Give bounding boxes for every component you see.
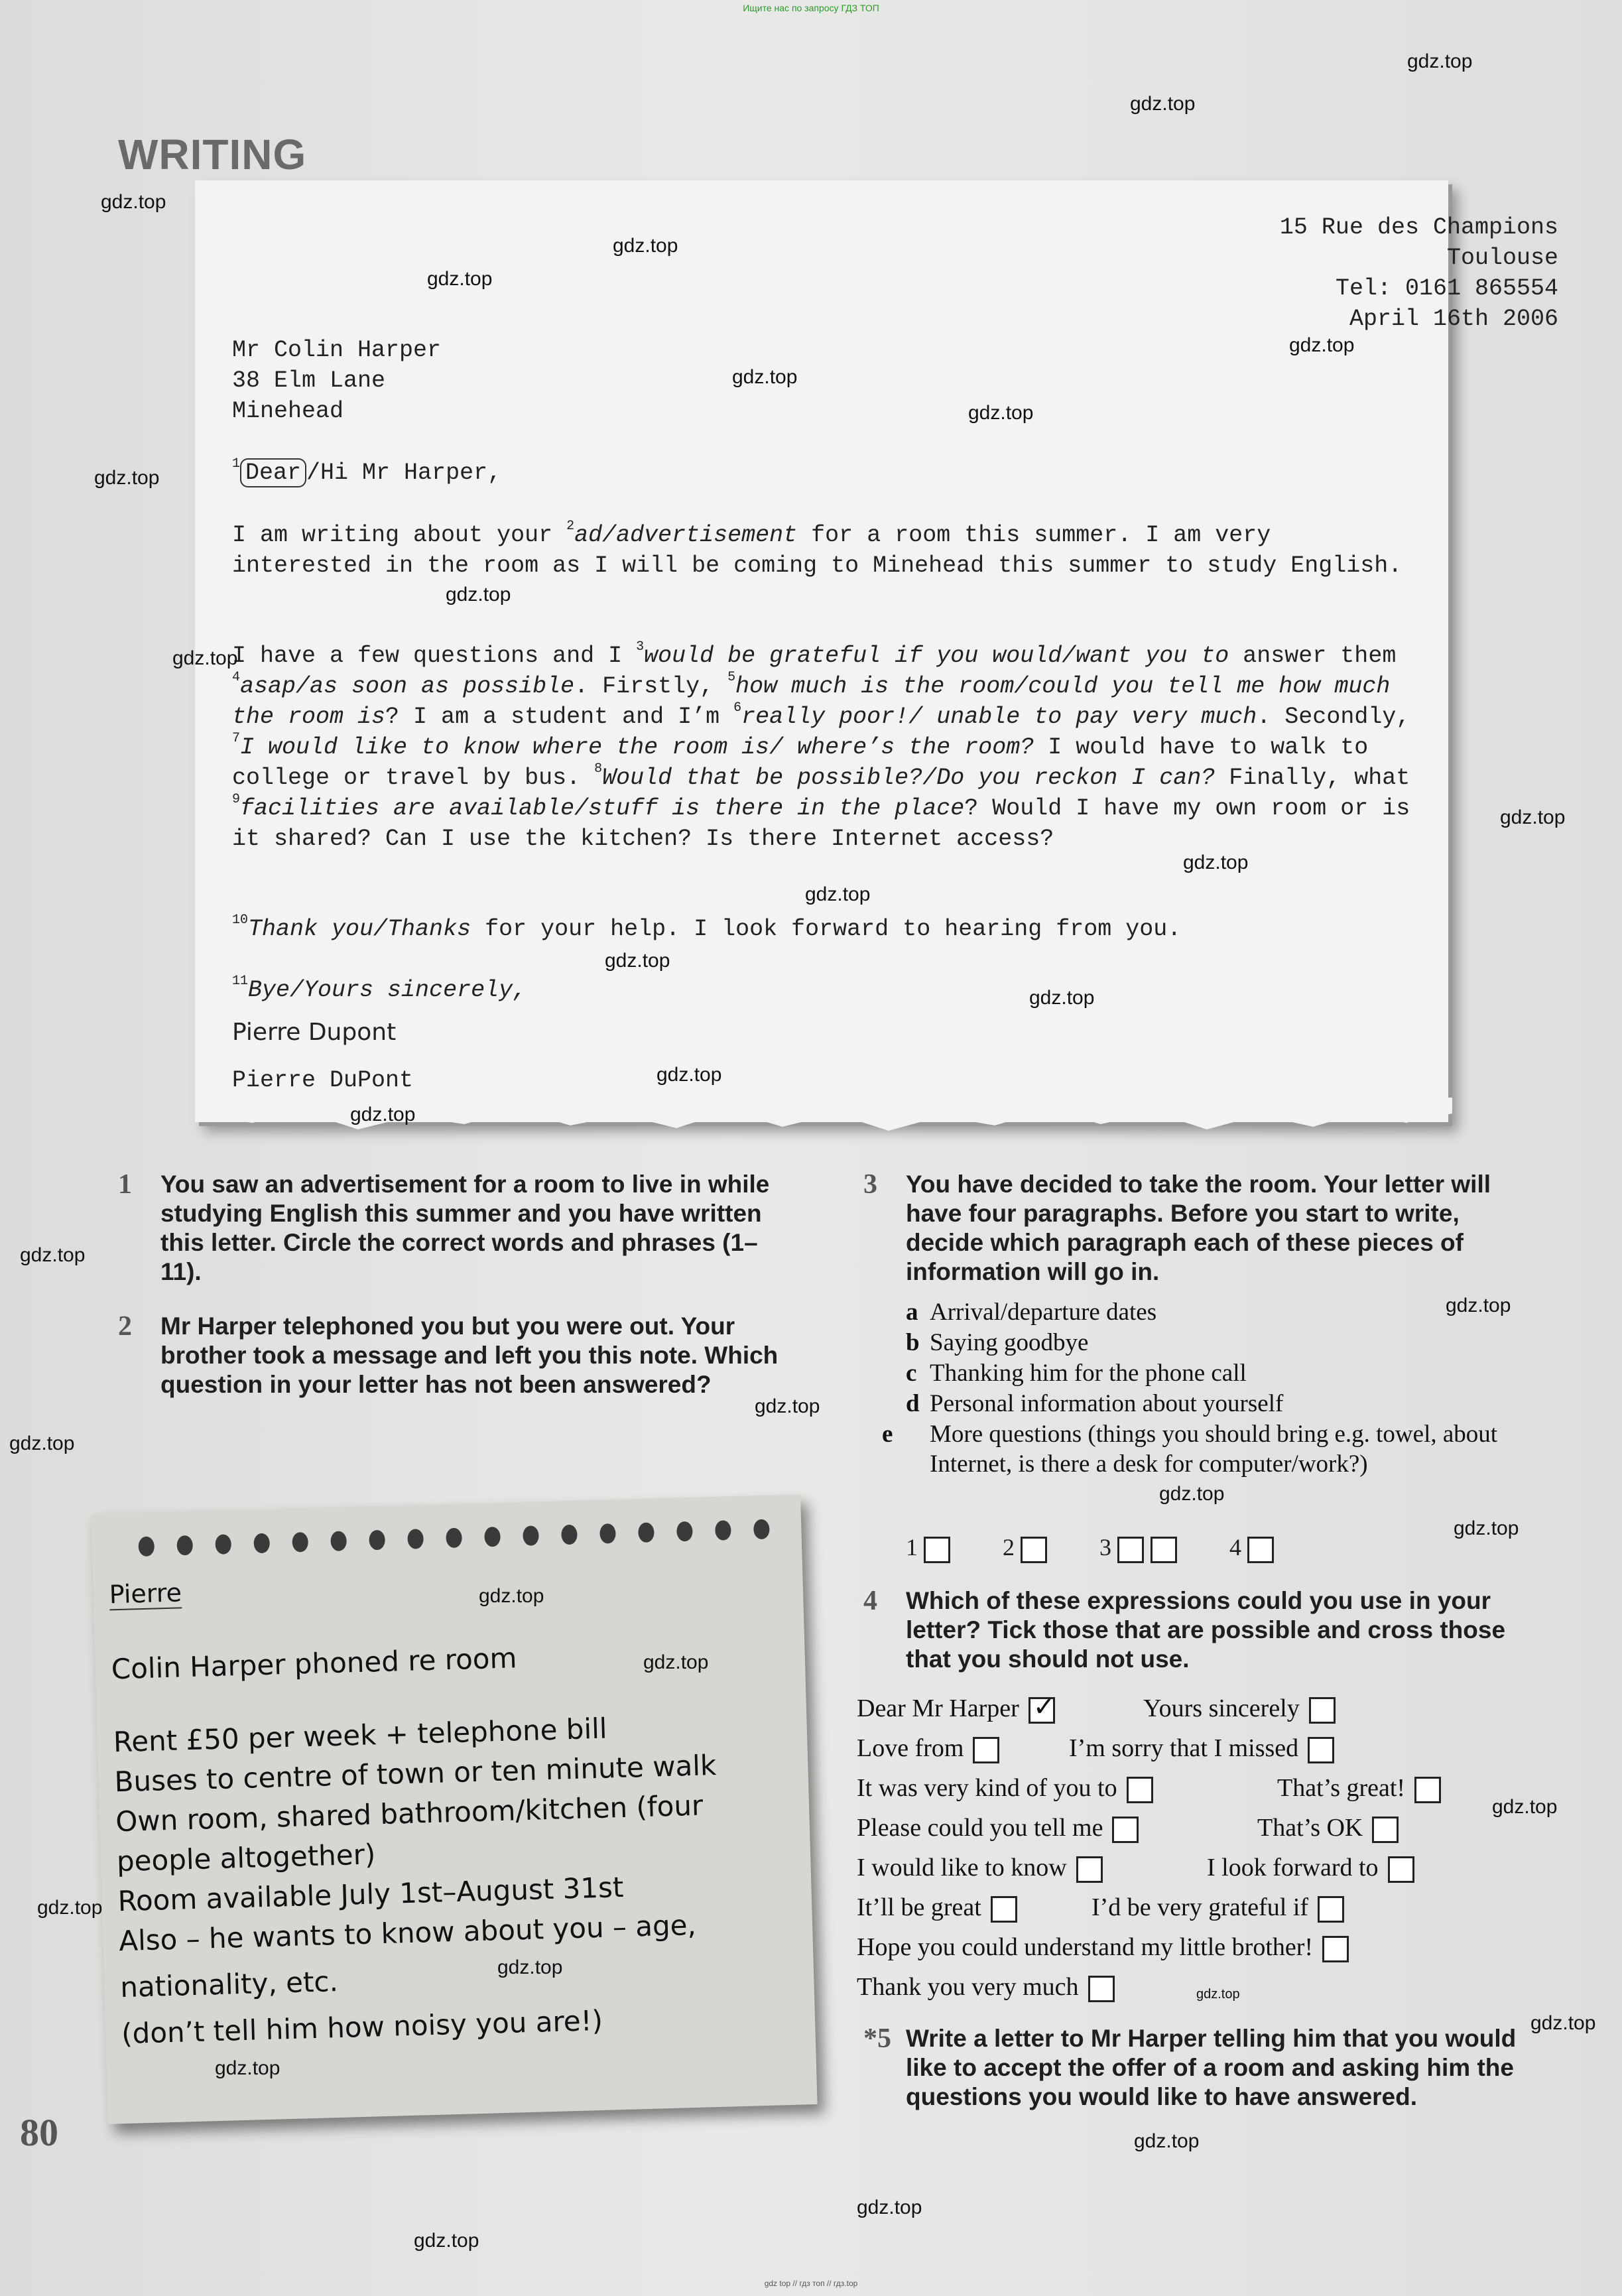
watermark: gdz.top [94,467,160,489]
expression-item [857,1934,1349,1962]
paragraph-number: 4 [1229,1534,1241,1561]
closing [232,975,1419,1005]
answer-box[interactable] [924,1537,950,1563]
watermark: gdz.top [1530,2012,1596,2034]
top-banner: Ищите нас по запросу ГДЗ ТОП [743,3,879,13]
option-text: Personal information about yourself [930,1390,1284,1417]
tick-box[interactable] [1309,1697,1336,1724]
watermark: gdz.top [414,2230,479,2252]
expression-item [857,1974,1115,2002]
watermark: gdz.top [613,235,678,257]
expression-text: It was very kind of you to [857,1774,1117,1802]
note-recipient: Pierre [109,1578,182,1610]
note-line: Room available July 1st–August 31st [117,1870,625,1918]
watermark: gdz.top [1500,806,1566,828]
recipient-line: 38 Elm Lane [232,367,386,394]
question-number: 8 [594,761,603,777]
watermark: gdz.top [1130,93,1196,115]
answer-option: Bye/Yours sincerely, [248,977,527,1003]
exercise-1 [118,1169,797,1287]
answer-option: would be grateful if you would/want you to [644,643,1229,669]
expression-item [1092,1894,1344,1923]
answer-box[interactable] [1117,1537,1144,1563]
exercise-2 [118,1311,797,1399]
signature: Pierre Dupont [232,1019,397,1046]
text: for your help. I look forward to hearing from you. [471,916,1182,942]
watermark: gdz.top [20,1244,86,1266]
tick-box[interactable] [1318,1896,1344,1923]
tick-box[interactable] [1088,1976,1115,2002]
text: . Firstly, [574,673,728,700]
watermark: gdz.top [1492,1796,1558,1818]
expression-text: It’ll be great [857,1893,981,1921]
option-b [906,1328,1536,1358]
expression-item [1143,1695,1336,1724]
option-d [906,1389,1536,1419]
exercise-instruction: Mr Harper telephoned you but you were out. Your brother took a message and left you this note. Which question in your letter has not been answered? [160,1312,779,1398]
printed-name: Pierre DuPont [232,1067,414,1094]
note-line: nationality, etc. [119,1965,339,2004]
watermark: gdz.top [1134,2130,1200,2152]
note-line: Own room, shared bathroom/kitchen (four [115,1789,704,1838]
note-binding-holes [138,1518,802,1563]
paragraph-number: 3 [1099,1534,1111,1561]
expression-item [857,1815,1139,1843]
option-letter: b [906,1329,920,1356]
address-line: 15 Rue des Champions [1279,214,1558,241]
watermark: gdz.top [1446,1295,1511,1316]
expression-item [857,1735,999,1763]
paragraph-1 [232,520,1419,581]
watermark: gdz.top [1029,987,1095,1009]
answer-box[interactable] [1247,1537,1274,1563]
text: ? I am a student and I’m [385,704,734,730]
text: I am writing about your [232,522,567,548]
note-line: Rent £50 per week + telephone bill [113,1712,608,1759]
option-text: More questions (things you should bring e.g. towel, about Internet, is there a desk for computer/work?) [930,1421,1498,1478]
tick-box[interactable] [1112,1817,1139,1843]
watermark: gdz.top [732,366,798,388]
expression-item [1207,1854,1414,1883]
answer-option: I would like to know where the room is/ where’s the room? [240,734,1034,761]
recipient-address [232,335,441,426]
watermark: gdz.top [172,647,238,669]
exercise-number: 4 [863,1586,877,1616]
watermark: gdz.top [479,1585,544,1607]
watermark: gdz.top [643,1651,709,1673]
watermark: gdz.top [1289,334,1355,356]
watermark: gdz.top [446,584,511,606]
note-line: Also – he wants to know about you – age, [118,1908,697,1958]
question-number: 11 [232,974,249,989]
answer-option: ad/advertisement [574,522,798,548]
expression-text: Love from [857,1734,964,1762]
exercise-5 [863,2023,1542,2112]
tick-box[interactable] [1414,1777,1441,1803]
tick-box[interactable] [1388,1856,1414,1883]
answer-option: how much is the room/could you tell me how much the room is [232,673,1391,730]
exercise-3 [863,1169,1542,1287]
exercise-number: 1 [118,1169,132,1200]
expression-item [1069,1735,1334,1763]
note-line: Buses to centre of town or ten minute walk [113,1748,717,1799]
phone-message-note [91,1494,817,2124]
expression-text: I’d be very grateful if [1092,1893,1309,1921]
expression-text: That’s great! [1277,1774,1406,1802]
answer-option: asap/as soon as possible [240,673,575,700]
expression-item [857,1692,1056,1724]
option-letter: d [906,1390,920,1417]
exercise-4 [863,1586,1542,1674]
watermark: gdz.top [37,1897,103,1919]
exercise-instruction: You have decided to take the room. Your letter will have four paragraphs. Before you start to write, decide which paragraph each of these pieces of information will go in. [906,1171,1491,1285]
text: answer them [1229,643,1397,669]
option-letter: e [882,1421,893,1448]
paragraph-boxes [906,1533,1274,1563]
tick-box[interactable] [991,1896,1017,1923]
answer-option: facilities are available/stuff is there in the place [240,795,965,822]
option-letter: a [906,1299,918,1326]
paragraph-3 [232,914,1419,944]
watermark: gdz.top [350,1104,416,1125]
text: I have a few questions and I [232,643,637,669]
option-text: Arrival/departure dates [930,1299,1157,1326]
note-line: (don’t tell him how noisy you are!) [121,2004,603,2051]
paragraph-2 [232,641,1419,854]
expression-text: Thank you very much [857,1973,1079,2001]
tick-box[interactable] [973,1737,999,1763]
expression-item [857,1894,1017,1923]
expression-text: I would like to know [857,1854,1067,1881]
note-line: people altogether) [116,1838,376,1878]
expression-item [1257,1815,1399,1843]
watermark: gdz.top [1183,852,1249,873]
option-a [906,1297,1536,1327]
tick-box[interactable] [1308,1737,1334,1763]
expression-item [857,1775,1153,1803]
watermark: gdz.top [857,2197,922,2218]
question-number: 10 [232,913,249,928]
tick-mark: ✓ [1032,1692,1056,1723]
tick-box[interactable] [1029,1692,1056,1724]
text: . Secondly, [1257,704,1410,730]
expression-text: Please could you tell me [857,1814,1103,1842]
exercise-number: *5 [863,2023,891,2054]
watermark: gdz.top [656,1064,722,1086]
text: ? Would I have my own room or is it shared? Can I use the kitchen? Is there Internet access? [232,795,1410,852]
recipient-line: Mr Colin Harper [232,337,442,363]
watermark: gdz.top [805,883,871,905]
address-phone: Tel: 0161 865554 [1335,275,1558,302]
exercise-instruction: Which of these expressions could you use in your letter? Tick those that are possible and cross those that you should not use. [906,1587,1506,1673]
exercise-instruction: Write a letter to Mr Harper telling him that you would like to accept the offer of a room and asking him the questions you would like to have answered. [906,2025,1517,2110]
expression-text: Yours sincerely [1143,1694,1300,1722]
expression-text: Dear Mr Harper [857,1694,1019,1722]
expression-item [1277,1775,1441,1803]
question-number: 5 [727,670,736,685]
watermark: gdz.top [9,1433,75,1454]
watermark: gdz.top [605,950,670,972]
address-line: Toulouse [1446,245,1558,271]
exercise-number: 2 [118,1311,132,1342]
greeting: $^1$ Dear /Hi Mr Harper, [232,456,502,486]
option-e [882,1419,1566,1479]
tick-box[interactable] [1322,1936,1349,1962]
option-c [906,1358,1536,1388]
watermark: gdz.top [101,191,166,213]
option-text: Saying goodbye [930,1329,1089,1356]
question-number: 9 [232,792,241,807]
option-text: Thanking him for the phone call [930,1360,1247,1387]
text: for a room this summer. I am very interested in the room as I will be coming to Minehead this summer to study English. [232,522,1403,579]
answer-option: really poor!/ unable to pay very much [741,704,1257,730]
text: Finally, what [1215,765,1410,791]
letter-date: April 16th 2006 [1349,306,1558,332]
tick-box[interactable] [1372,1817,1399,1843]
tick-box[interactable] [1127,1777,1153,1803]
option-letter: c [906,1360,917,1387]
question-number: 4 [232,670,241,685]
question-number: 6 [733,700,742,716]
watermark: gdz.top [1407,50,1473,72]
question-number: 2 [566,519,575,534]
exercise-number: 3 [863,1169,877,1200]
text: I would have to walk to college or travel by bus. [232,734,1369,791]
expression-text: I look forward to [1207,1854,1379,1881]
expression-text: I’m sorry that I missed [1069,1734,1299,1762]
section-title: WRITING [118,131,307,178]
exercise-instruction: You saw an advertisement for a room to live in while studying English this summer and you have written this letter. Circle the correct words and phrases (1–11). [160,1171,770,1285]
answer-option: Would that be possible?/Do you reckon I can? [602,765,1216,791]
watermark: gdz.top [1454,1517,1519,1539]
answer-option: Thank you/Thanks [248,916,471,942]
expression-item [857,1854,1103,1883]
watermark: gdz.top [215,2057,281,2079]
page-number: 80 [20,2111,58,2154]
answer-box[interactable] [1021,1537,1047,1563]
expression-text: Hope you could understand my little brother! [857,1933,1314,1961]
greeting-rest: /Hi Mr Harper, [306,460,502,486]
watermark: gdz.top [1196,1987,1240,2002]
paragraph-number: 1 [906,1534,918,1561]
circled-answer: Dear [240,458,306,487]
watermark: gdz.top [968,402,1034,424]
paragraph-number: 2 [1003,1534,1015,1561]
watermark: gdz.top [497,1956,563,1978]
watermark: gdz.top [755,1395,820,1417]
sender-address [1280,212,1558,334]
bottom-banner: gdz top // гдз топ // гдз.top [764,2279,858,2288]
tick-box[interactable] [1076,1856,1103,1883]
recipient-line: Minehead [232,398,344,424]
expression-text: That’s OK [1257,1814,1363,1842]
answer-box[interactable] [1151,1537,1177,1563]
watermark: gdz.top [427,268,493,290]
question-number: 7 [232,731,241,746]
watermark: gdz.top [1159,1483,1225,1505]
question-number: 3 [636,639,645,655]
note-line: Colin Harper phoned re room [111,1641,518,1686]
